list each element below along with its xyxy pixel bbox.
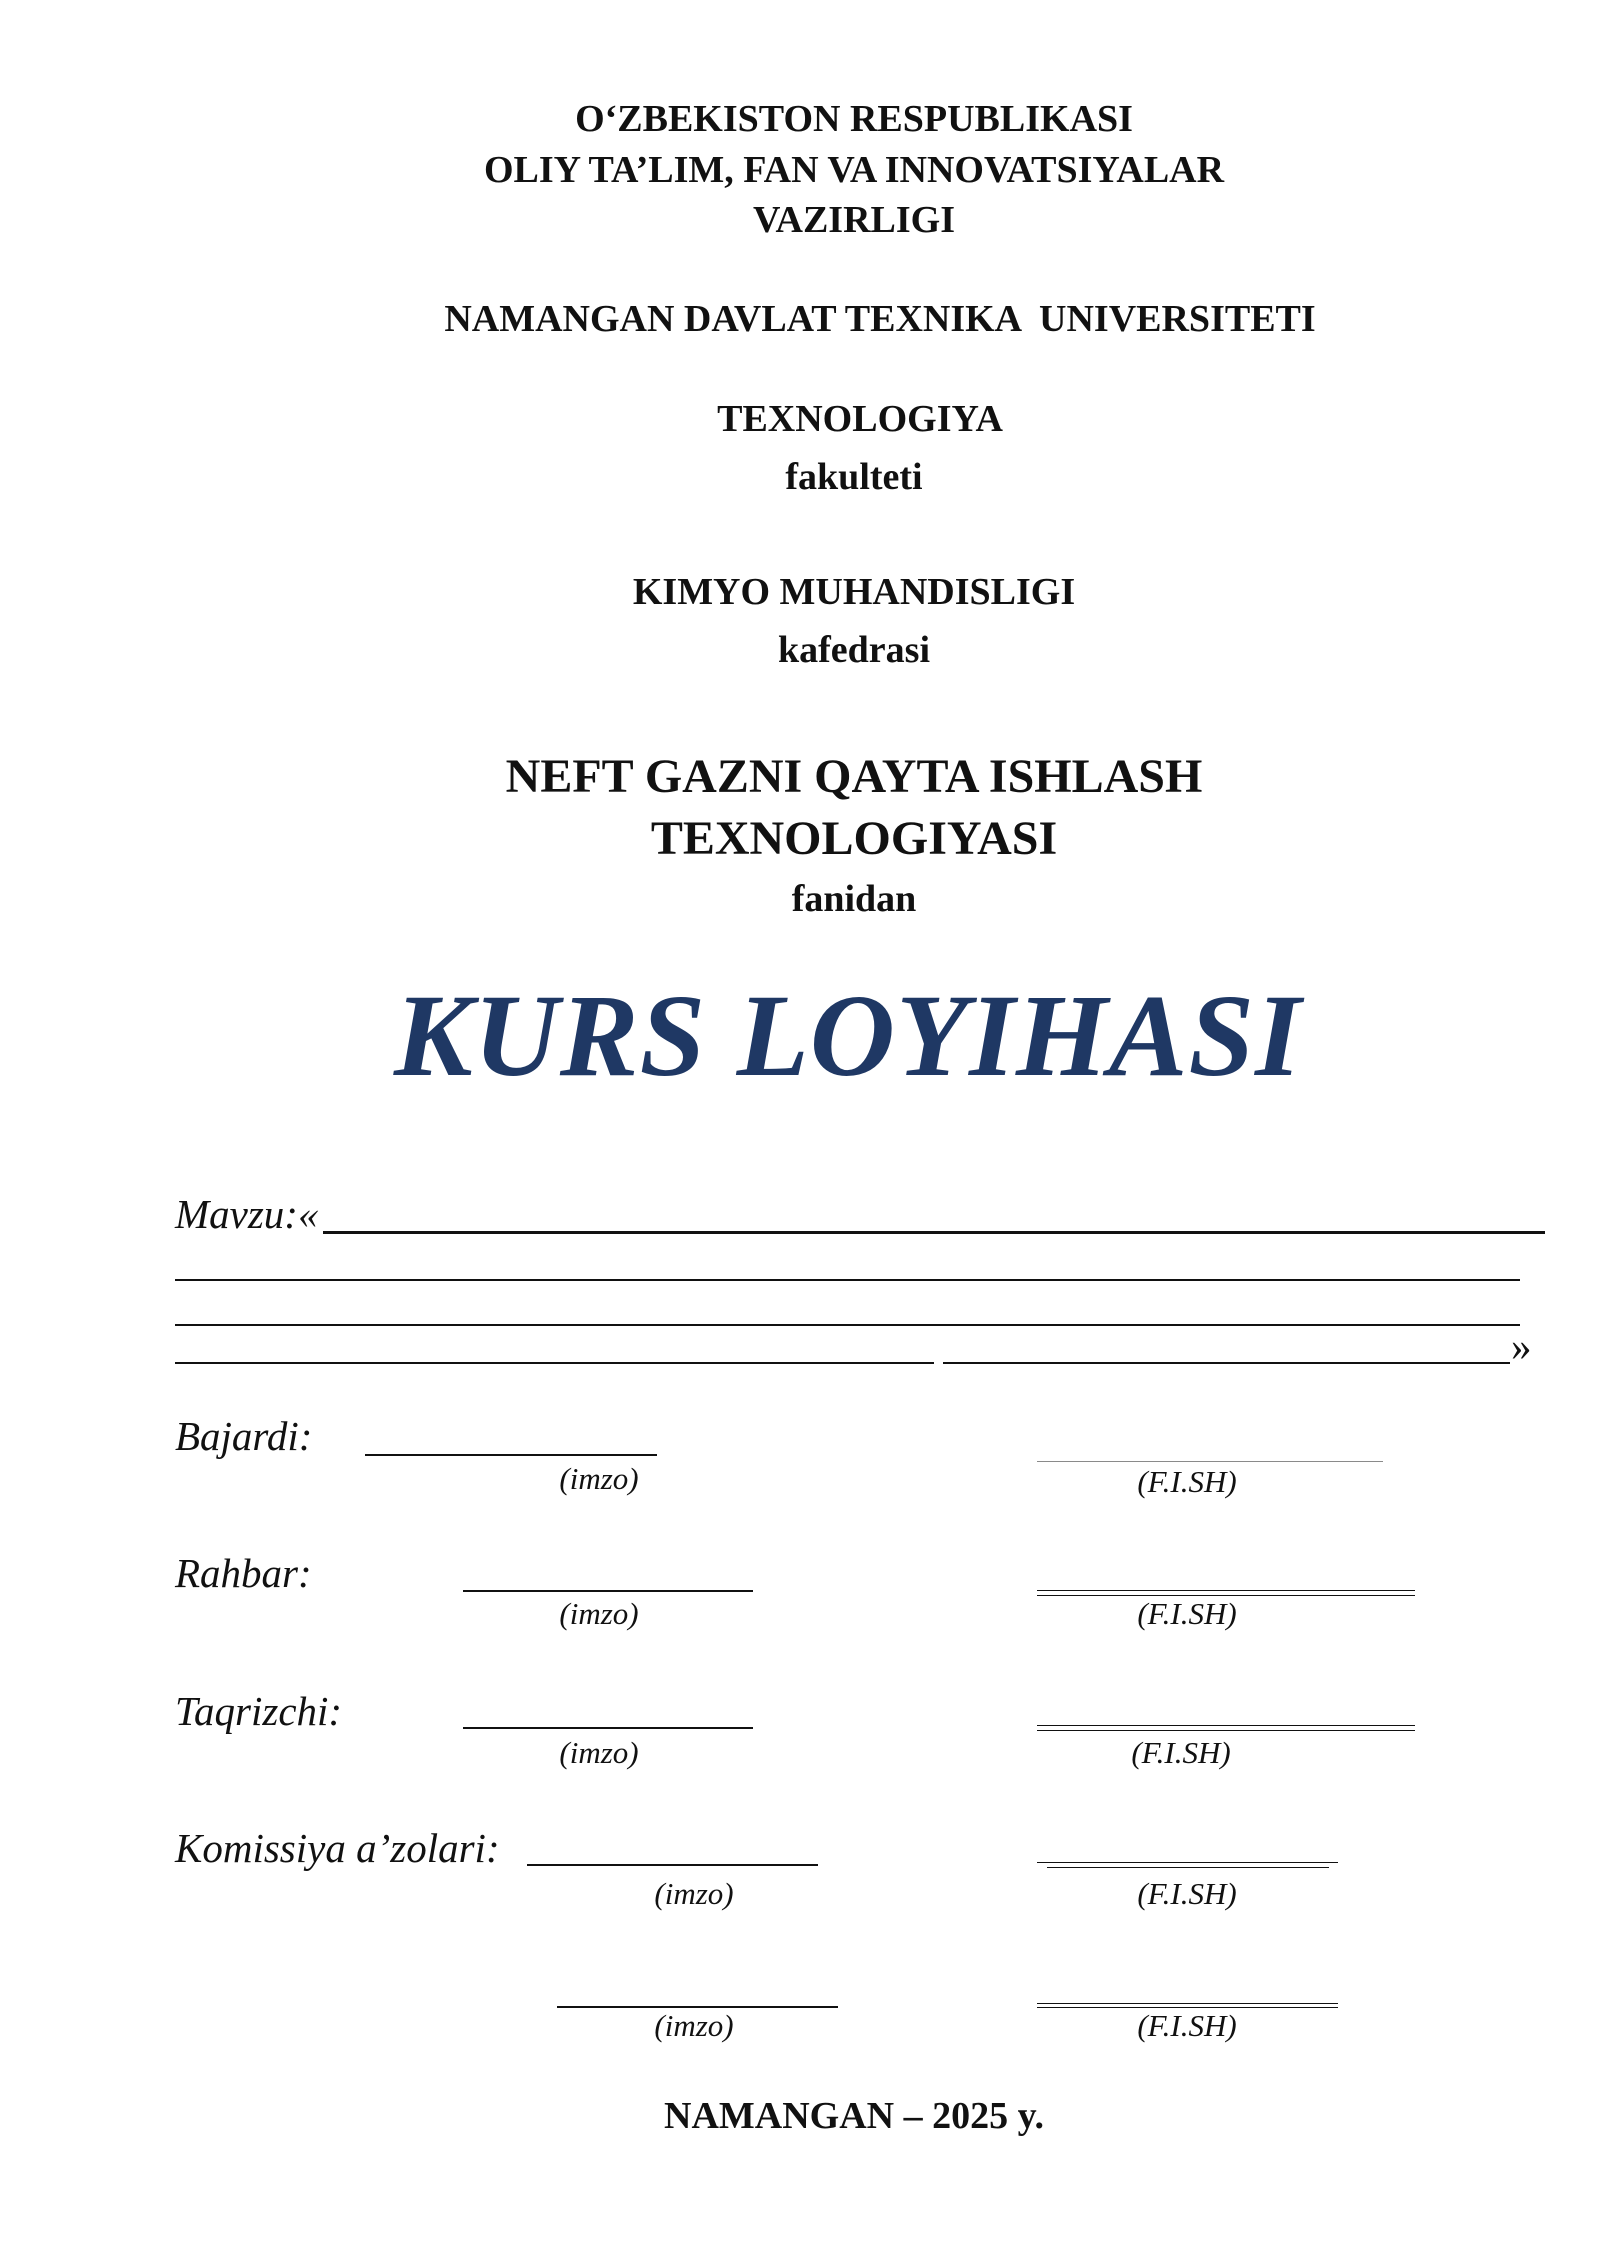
place-and-year: NAMANGAN – 2025 y. [664, 2095, 1044, 2137]
signature-caption: (imzo) [559, 1596, 639, 1631]
signature-line [463, 1727, 753, 1729]
topic-line-2 [175, 1279, 1520, 1281]
document-title: KURS LOYIHASI [393, 970, 1303, 1101]
full-name-caption: (F.I.SH) [1137, 1876, 1237, 1911]
signature-caption: (imzo) [654, 1876, 734, 1911]
full-name-line [1037, 1461, 1383, 1462]
full-name-line-double [1037, 1730, 1415, 1731]
full-name-caption: (F.I.SH) [1137, 1464, 1237, 1499]
full-name-line-double [1047, 1867, 1329, 1868]
topic-label: Mavzu:« [175, 1191, 319, 1237]
signature-line [463, 1590, 753, 1592]
full-name-line [1037, 1725, 1415, 1726]
full-name-line [1037, 1590, 1415, 1591]
signature-caption: (imzo) [559, 1461, 639, 1496]
ministry-line-3: VAZIRLIGI [752, 199, 956, 241]
signature-role-commission: Komissiya a’zolari: [175, 1825, 500, 1871]
topic-line-1 [323, 1231, 1545, 1234]
signature-line [527, 1864, 818, 1866]
full-name-caption: (F.I.SH) [1137, 2008, 1237, 2043]
topic-line-4b [943, 1362, 1510, 1364]
topic-line-4a [175, 1362, 934, 1364]
university-name: NAMANGAN DAVLAT TEXNIKA UNIVERSITETI [444, 298, 1316, 340]
full-name-line [1037, 2003, 1338, 2004]
faculty-label: fakulteti [785, 456, 923, 498]
signature-role-reviewer: Taqrizchi: [175, 1688, 343, 1734]
subject-label: fanidan [791, 878, 917, 920]
ministry-line-2: OLIY TA’LIM, FAN VA INNOVATSIYALAR [483, 149, 1225, 191]
full-name-line [1037, 1862, 1338, 1863]
department-label: kafedrasi [778, 629, 930, 671]
full-name-caption: (F.I.SH) [1131, 1735, 1231, 1770]
topic-close-quote: » [1511, 1323, 1532, 1369]
ministry-line-1: O‘ZBEKISTON RESPUBLIKASI [575, 98, 1133, 140]
signature-caption: (imzo) [559, 1735, 639, 1770]
signature-line [365, 1454, 657, 1456]
signature-caption: (imzo) [654, 2008, 734, 2043]
subject-line-2: TEXNOLOGIYASI [650, 812, 1058, 865]
topic-line-3 [175, 1324, 1520, 1326]
signature-role-supervisor: Rahbar: [175, 1550, 312, 1596]
signature-role-performer: Bajardi: [175, 1413, 313, 1459]
department-name: KIMYO MUHANDISLIGI [632, 571, 1076, 613]
full-name-caption: (F.I.SH) [1137, 1596, 1237, 1631]
faculty-name: TEXNOLOGIYA [717, 398, 1003, 440]
subject-line-1: NEFT GAZNI QAYTA ISHLASH [505, 750, 1203, 803]
